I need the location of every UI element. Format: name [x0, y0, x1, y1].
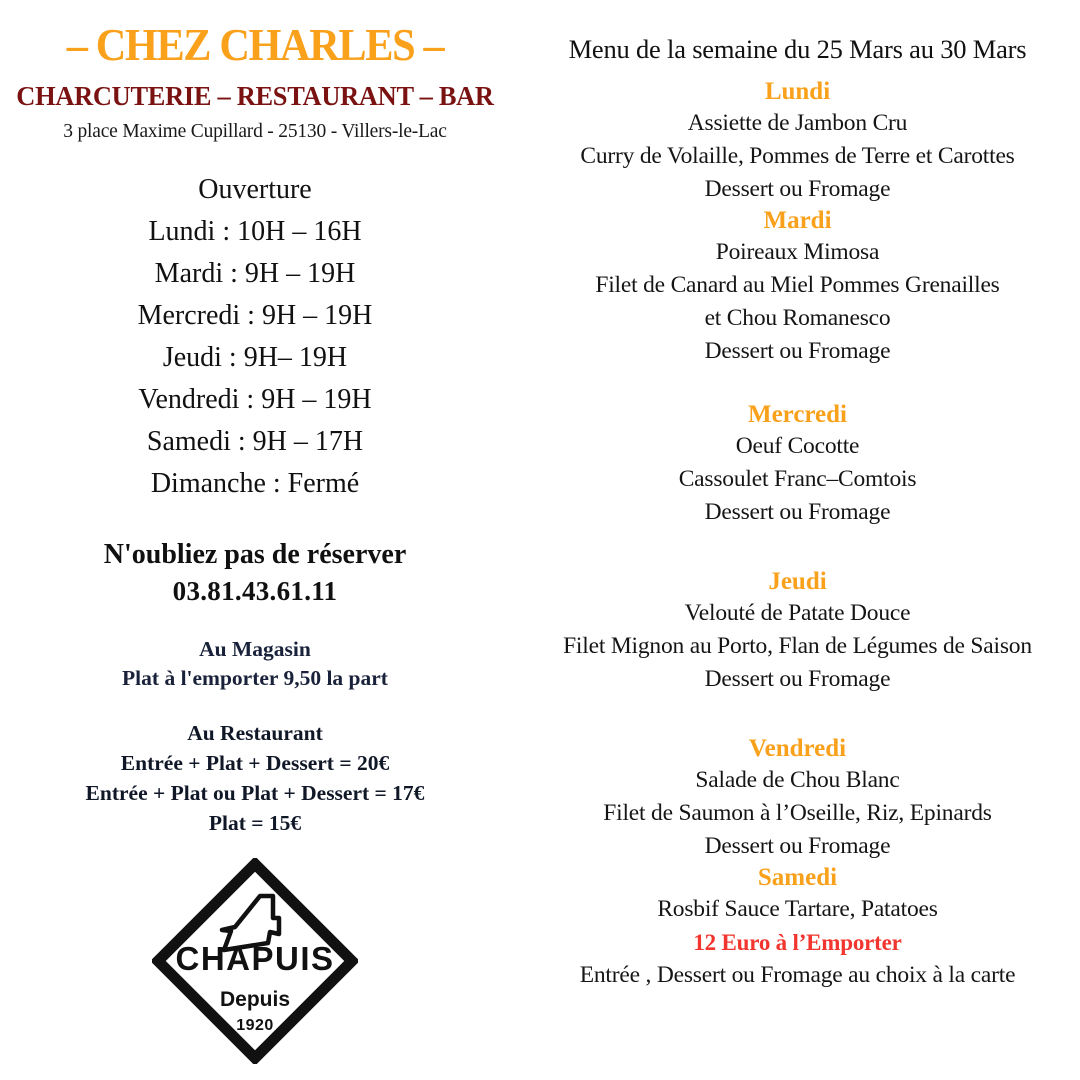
- logo-since-year: 1920: [236, 1017, 274, 1034]
- day-heading-lundi: Lundi: [764, 78, 831, 105]
- spacer: [515, 368, 1080, 400]
- shop-heading: Au Magasin: [199, 637, 311, 661]
- menu-day-jeudi: [515, 567, 1080, 696]
- reservation-heading: N'oubliez pas de réserver: [103, 539, 407, 570]
- restaurant-pricing-block: [0, 718, 510, 838]
- menu-item: Filet de Canard au Miel Pommes Grenailles: [595, 272, 1000, 298]
- hours-row-mardi: Mardi : 9H – 19H: [154, 258, 356, 289]
- day-heading-samedi: Samedi: [757, 864, 838, 891]
- shop-takeaway-price: Plat à l'emporter 9,50 la part: [122, 666, 388, 690]
- restaurant-price-main: Plat = 15€: [208, 811, 302, 835]
- hours-row-vendredi: Vendredi : 9H – 19H: [138, 384, 372, 415]
- menu-week-header: Menu de la semaine du 25 Mars au 30 Mars: [568, 34, 1027, 64]
- menu-day-samedi: [515, 863, 1080, 992]
- day-heading-mardi: Mardi: [763, 207, 832, 234]
- shop-pricing-block: [0, 635, 510, 693]
- hours-row-mercredi: Mercredi : 9H – 19H: [137, 300, 373, 331]
- menu-item: Filet Mignon au Porto, Flan de Légumes de Saison: [563, 633, 1032, 659]
- menu-item: Dessert ou Fromage: [704, 833, 891, 859]
- hours-row-dimanche: Dimanche : Fermé: [150, 468, 360, 499]
- menu-item: Filet de Saumon à l’Oseille, Riz, Epinards: [603, 800, 992, 826]
- hours-row-jeudi: Jeudi : 9H– 19H: [162, 342, 348, 373]
- spacer: [515, 529, 1080, 567]
- day-heading-mercredi: Mercredi: [747, 401, 848, 428]
- brand-title: – CHEZ CHARLES –: [66, 19, 444, 70]
- menu-item: Assiette de Jambon Cru: [687, 110, 908, 136]
- reservation-phone[interactable]: 03.81.43.61.11: [172, 576, 338, 606]
- takeaway-price-note: 12 Euro à l’Emporter: [693, 930, 902, 955]
- menu-item: Poireaux Mimosa: [715, 239, 880, 265]
- menu-item: Cassoulet Franc–Comtois: [678, 466, 917, 492]
- spacer: [515, 696, 1080, 734]
- menu-item: Salade de Chou Blanc: [695, 767, 900, 793]
- menu-item: Rosbif Sauce Tartare, Patatoes: [657, 896, 938, 922]
- day-heading-jeudi: Jeudi: [768, 568, 827, 595]
- menu-day-vendredi: [515, 734, 1080, 863]
- menu-item: Dessert ou Fromage: [704, 338, 891, 364]
- menu-item: Dessert ou Fromage: [704, 499, 891, 525]
- restaurant-price-two-course: Entrée + Plat ou Plat + Dessert = 17€: [85, 781, 425, 805]
- restaurant-price-full: Entrée + Plat + Dessert = 20€: [120, 751, 390, 775]
- menu-item: Velouté de Patate Douce: [684, 600, 911, 626]
- hours-row-lundi: Lundi : 10H – 16H: [148, 216, 362, 247]
- opening-hours-title: Ouverture: [198, 174, 312, 205]
- restaurant-heading: Au Restaurant: [187, 721, 323, 745]
- menu-item: Dessert ou Fromage: [704, 176, 891, 202]
- logo-wordmark: CHAPUIS: [175, 940, 335, 977]
- right-column: [515, 0, 1080, 1080]
- menu-day-mardi: [515, 206, 1080, 368]
- menu-day-mercredi: [515, 400, 1080, 529]
- menu-item: Oeuf Cocotte: [735, 433, 860, 459]
- menu-item: et Chou Romanesco: [704, 305, 891, 331]
- day-heading-vendredi: Vendredi: [748, 735, 847, 762]
- menu-day-lundi: [515, 77, 1080, 206]
- opening-hours-block: [0, 169, 510, 505]
- menu-item: Curry de Volaille, Pommes de Terre et Carottes: [580, 143, 1015, 169]
- brand-subtitle: CHARCUTERIE – RESTAURANT – BAR: [16, 80, 494, 111]
- menu-item: Dessert ou Fromage: [704, 666, 891, 692]
- logo-since-label: Depuis: [219, 988, 291, 1011]
- chapuis-logo: [152, 858, 358, 1064]
- reservation-block: [0, 537, 510, 609]
- hours-row-samedi: Samedi : 9H – 17H: [146, 426, 364, 457]
- brand-address: 3 place Maxime Cupillard - 25130 - Villers-le-Lac: [63, 121, 447, 142]
- menu-item-extra: Entrée , Dessert ou Fromage au choix à la carte: [579, 962, 1016, 988]
